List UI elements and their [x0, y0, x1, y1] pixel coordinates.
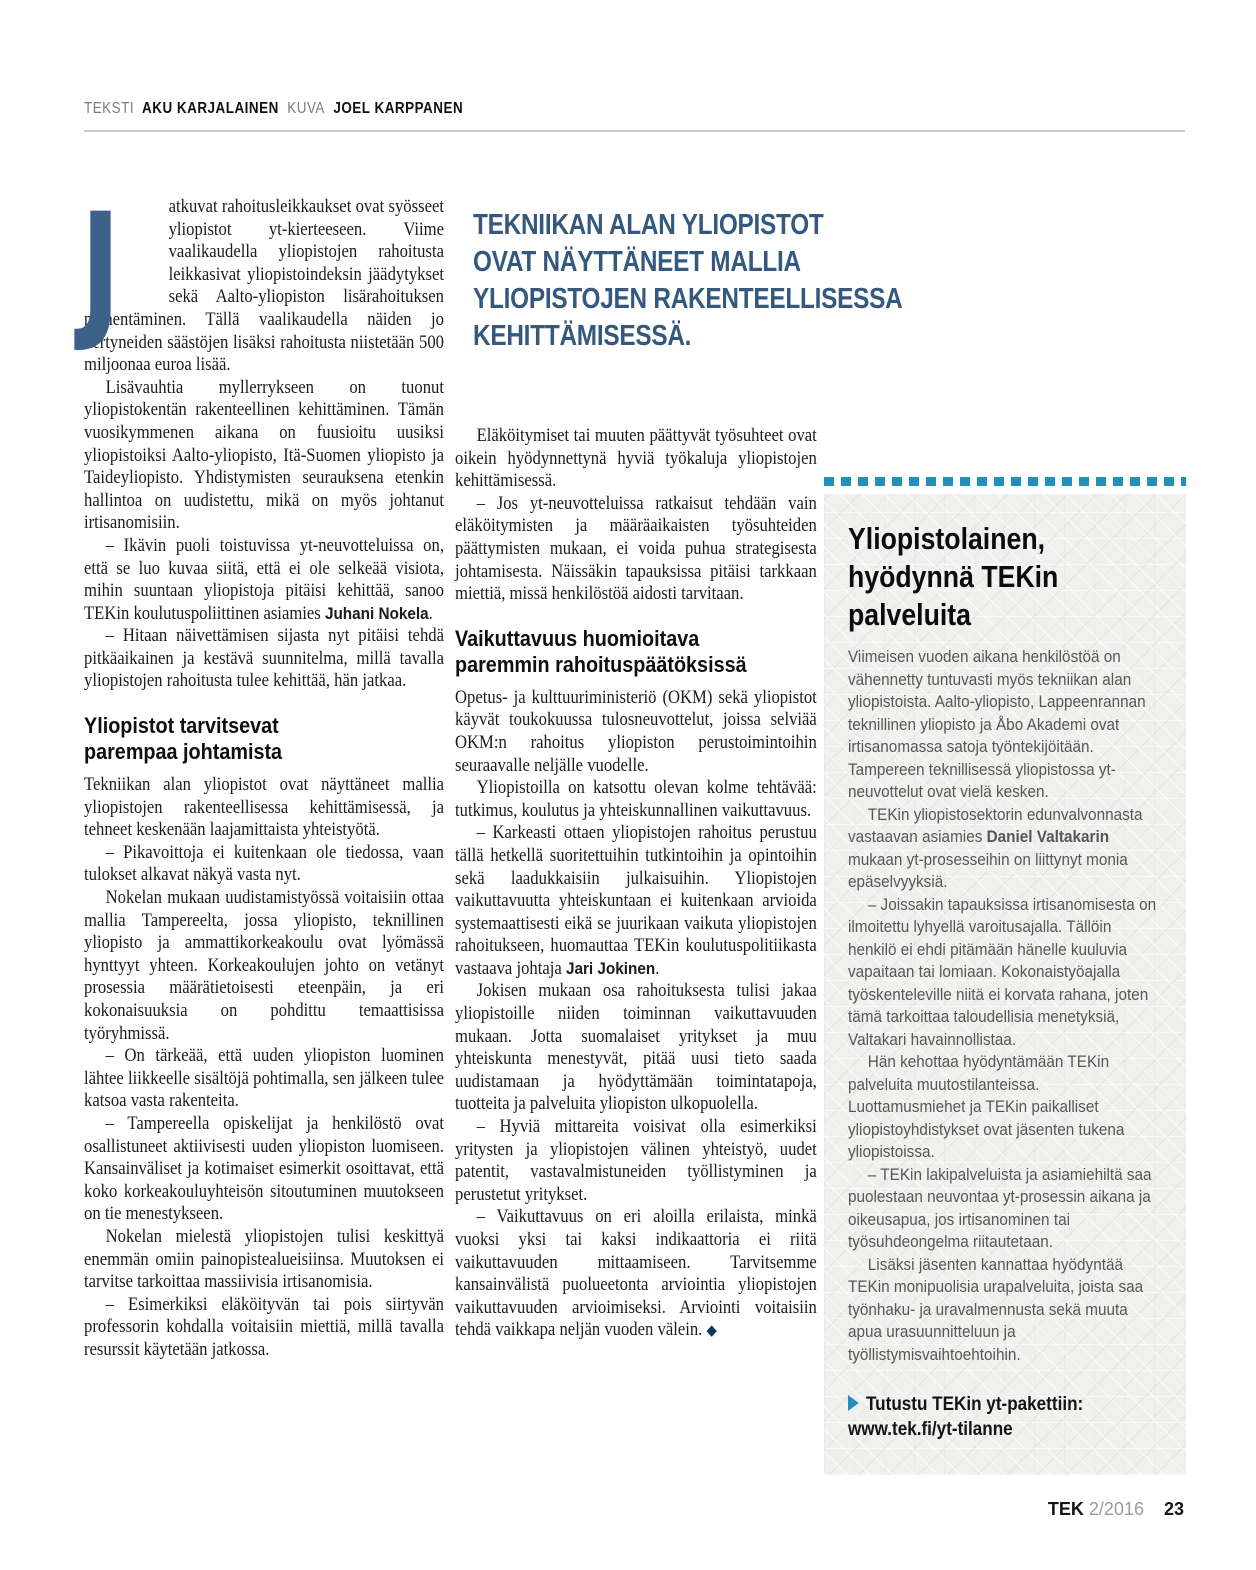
paragraph-text: – Vaikuttavuus on eri aloilla erilaista, minkä vuoksi yksi tai kaksi indikaattoria ei riitä vaikuttavuuden mittaamiseen. Tarvitsemme kansainvälistä puolueetonta arviointia yliopistojen vaikuttavuuden arvioimiseksi. Arviointi voitaisiin tehdä vaikkapa neljän vuoden välein. — [455, 1207, 817, 1341]
lead-text: atkuvat rahoitusleikkaukset ovat syösseet yliopistot yt-kierteeseen. Viime vaalikaudella yliopistojen rahoitusta leikkasivat yliopistoindeksin jäädytykset sekä Aalto-yliopiston lisärahoituksen pienentäminen. Tällä vaalikaudella näiden jo kertyneiden säästöjen lisäksi rahoitusta niistetään 500 miljoonaa euroa lisää. — [84, 197, 444, 376]
article-paragraph: Lisävauhtia myllerrykseen on tuonut yliopistokentän rakenteellinen kehittäminen. Tämän vuosikymmenen aikana on fuusioitu uusiksi yliopistoiksi Aalto-yliopisto, Itä-Suomen yliopisto ja Taideyliopisto. Yhdistymisten seurauksena etenkin hallintoa on uudistettu, mikä on myös johtanut irtisanomisiin. — [84, 377, 444, 534]
pull-quote — [473, 207, 984, 355]
sidebar-paragraph: Hän kehottaa hyödyntämään TEKin palveluita muutostilanteissa. Luottamusmiehet ja TEKin paikalliset yliopistoyhdistykset ovat jäsenten tukena yliopistoissa. — [848, 1052, 1125, 1161]
article-paragraph: – Jos yt-neuvotteluissa ratkaisut tehdään vain eläköitymisten ja määräaikaisten työsuhteiden päättymisten mukaan, ei voida puhua strategisesta johtamisesta. Näissäkin tapauksissa pitäisi tarkkaan miettiä, missä henkilöstöä aidosti tarvitaan. — [455, 493, 817, 605]
sidebar-link — [848, 1392, 1160, 1442]
person-name: Daniel Valtakarin — [986, 827, 1110, 846]
sidebar-title-line: hyödynnä TEKin — [848, 559, 1059, 594]
section-heading-line: Vaikuttavuus huomioitava — [455, 625, 700, 651]
article-paragraph — [84, 196, 444, 377]
end-of-article-mark: ◆ — [706, 1321, 717, 1340]
article-paragraph: – Pikavoittoja ei kuitenkaan ole tiedossa, vaan tulokset alkavat näkyä vasta nyt. — [84, 842, 444, 886]
byline-photographer: JOEL KARPPANEN — [333, 100, 464, 117]
sidebar-paragraph — [848, 804, 1160, 894]
pull-quote-line: TEKNIIKAN ALAN YLIOPISTOT — [473, 209, 824, 241]
sidebar-paragraph: – TEKin lakipalveluista ja asiamiehiltä saa puolestaan neuvontaa yt-prosessin aikana ja oikeusapua, jos irtisanominen tai työsuhdeongelma riitautetaan. — [848, 1164, 1152, 1251]
sidebar-link-url[interactable]: www.tek.fi/yt-tilanne — [848, 1419, 1013, 1440]
article-paragraph: Yliopistoilla on katsottu olevan kolme tehtävää: tutkimus, koulutus ja yhteiskunnallinen vaikuttavuus. — [455, 778, 817, 821]
article-column-left — [80, 182, 444, 1362]
section-heading-line: Yliopistot tarvitsevat — [84, 713, 279, 739]
pull-quote-line: YLIOPISTOJEN RAKENTEELLISESSA — [473, 283, 903, 315]
byline — [84, 100, 463, 118]
paragraph-text: . — [655, 958, 660, 979]
issue-number: 2/2016 — [1088, 1499, 1144, 1519]
pull-quote-line: OVAT NÄYTTÄNEET MALLIA — [473, 246, 801, 278]
article-paragraph: Eläköitymiset tai muuten päättyvät työsuhteet ovat oikein hyödynnettynä hyviä työkaluja yliopistojen kehittämisessä. — [455, 426, 817, 492]
pull-quote-line: KEHITTÄMISESSÄ. — [473, 320, 692, 352]
magazine-name: TEK — [1047, 1499, 1084, 1519]
article-paragraph: Jokisen mukaan osa rahoituksesta tulisi jakaa yliopistoille niiden toiminnan vaikuttavuuden mukaan. Jotta suomalaiset yritykset ja muu yhteiskunta menestyvät, pitää uusi tieto saada uudistamaan ja hyödyttämään toimintatapoja, tuotteita ja palveluita yliopiston ulkopuolella. — [455, 981, 817, 1115]
article-paragraph — [455, 822, 817, 980]
page-number: 23 — [1163, 1499, 1184, 1519]
section-heading — [84, 713, 444, 765]
paragraph-text: TEKin yliopistosektorin edunvalvonnasta vastaavan asiamies — [848, 804, 1143, 846]
article-paragraph: Nokelan mielestä yliopistojen tulisi keskittyä enemmän omiin painopistealueisiinsa. Muutoksen ei tarvitse tarkoittaa massiivisia irtisanomisia. — [84, 1226, 444, 1293]
drop-cap: J — [80, 182, 121, 356]
article-paragraph: Tekniikan alan yliopistot ovat näyttäneet mallia yliopistojen rakenteellisessa kehittämisessä, ja tehneet keskenään laajamittaista yhteistyötä. — [84, 775, 444, 841]
article-paragraph: – Tampereella opiskelijat ja henkilöstö ovat osallistuneet aktiivisesti uuden yliopiston luomiseen. Kansainväliset ja kotimaiset esimerkit osoittavat, että koko korkeakouluyhteisön sitoutuminen muutokseen on tie menestykseen. — [84, 1113, 444, 1225]
sidebar-title-line: Yliopistolainen, — [848, 521, 1046, 556]
paragraph-text: . — [428, 603, 433, 624]
article-paragraph: – Hitaan näivettämisen sijasta nyt pitäisi tehdä pitkäaikainen ja kestävä suunnitelma, millä tavalla yliopistojen rahoitusta tulee kehittää, hän jatkaa. — [84, 626, 444, 692]
article-paragraph — [455, 1206, 817, 1342]
sidebar-link-title: Tutustu TEKin yt-pakettiin: — [866, 1394, 1084, 1415]
section-heading-line: paremmin rahoituspäätöksissä — [455, 651, 747, 677]
paragraph-text: mukaan yt-prosesseihin on liittynyt monia epäselvyyksiä. — [848, 849, 1128, 891]
sidebar-content — [824, 494, 1186, 1475]
sidebar-link-title-row — [848, 1392, 1160, 1417]
arrow-right-icon — [848, 1395, 859, 1411]
byline-author: AKU KARJALAINEN — [142, 100, 279, 117]
article-paragraph: – Esimerkiksi eläköityvän tai pois siirtyvän professorin kohdalla voitaisiin miettiä, millä tavalla resurssit käytetään jatkossa. — [84, 1294, 444, 1360]
byline-photo-label: KUVA — [287, 100, 325, 117]
article-paragraph: – Hyviä mittareita voisivat olla esimerkiksi yritysten ja yliopistojen välinen yhteistyö, uudet patentit, vastavalmistuneiden työllistyminen ja perustetut yritykset. — [455, 1117, 817, 1205]
sidebar-paragraph: – Joissakin tapauksissa irtisanomisesta on ilmoitettu lyhyellä varoitusajalla. Tällöin henkilö ei ehdi pitämään hänelle kuuluvia vapaitaan tai lomiaan. Kokonaistyöajalla työskenteleville niitä ei korvata rahana, joten tämä tarkoittaa taloudellisia menetyksiä, Valtakari havainnollistaa. — [848, 894, 1157, 1049]
section-heading — [455, 626, 817, 678]
byline-text-label: TEKSTI — [84, 100, 135, 117]
sidebar-title — [848, 520, 1162, 634]
article-paragraph: – On tärkeää, että uuden yliopiston luominen lähtee liikkeelle sisältöjä pohtimalla, sen jälkeen tulee katsoa vasta rakenteita. — [84, 1046, 444, 1112]
section-heading-line: parempaa johtamista — [84, 739, 283, 765]
article-paragraph: Opetus- ja kulttuuriministeriö (OKM) sekä yliopistot käyvät toukokuussa tulosneuvottelut, joissa selviää OKM:n rahoitus yliopiston perustoimintoihin seuraavalle neljälle vuodelle. — [455, 687, 817, 776]
person-name: Juhani Nokela — [324, 603, 429, 623]
sidebar-paragraph: Lisäksi jäsenten kannattaa hyödyntää TEKin monipuolisia urapalveluita, joista saa työnhaku- ja uravalmennusta sekä muuta apua urasuunnitteluun ja työllistymisvaihtoehtoihin. — [848, 1254, 1144, 1364]
sidebar-title-line: palveluita — [848, 597, 971, 632]
sidebar-box — [824, 477, 1186, 1475]
page-footer — [1048, 1499, 1184, 1520]
dashed-top-border — [824, 477, 1186, 486]
paragraph-text: – Karkeasti ottaen yliopistojen rahoitus perustuu tällä hetkellä suoritettuihin tutkintoihin ja opintoihin sekä laadukkaisiin julkaisuihin. Yliopistojen vaikuttavuutta yhteiskuntaan ei kuitenkaan arvioida systemaattisesti eikä se juurikaan vaikuta yliopistojen rahoitukseen, huomauttaa TEKin koulutuspolitiikasta vastaava johtaja — [455, 823, 817, 979]
sidebar-paragraph: Viimeisen vuoden aikana henkilöstöä on vähennetty tuntuvasti myös tekniikan alan yliopistoista. Aalto-yliopisto, Lappeenrannan teknillinen yliopisto ja Åbo Akademi ovat irtisanomassa satoja työntekijöitään. Tampereen teknillisessä yliopistossa yt-neuvottelut ovat vielä kesken. — [848, 647, 1146, 801]
person-name: Jari Jokinen — [565, 958, 656, 978]
paragraph-text: – Ikävin puoli toistuvissa yt-neuvotteluissa on, että se luo kuvaa siitä, että ei ole selkeää visiota, mihin suuntaan yliopistoja pitäisi kehittää, sanoo TEKin koulutuspoliittinen asiamies — [84, 535, 444, 624]
article-paragraph — [84, 535, 444, 625]
article-paragraph: Nokelan mukaan uudistamistyössä voitaisiin ottaa mallia Tampereelta, jossa yliopisto, teknillinen yliopisto ja ammattikorkeakoulu ovat lyömässä hynttyyt yhteen. Korkeakoulujen johto on vetänyt prosessia määrätietoisesti eteenpäin, ja eri kokonaisuuksia on pohdittu temaattisissa työryhmissä. — [84, 888, 444, 1044]
article-column-middle — [455, 425, 817, 1342]
header-divider — [84, 130, 1185, 132]
